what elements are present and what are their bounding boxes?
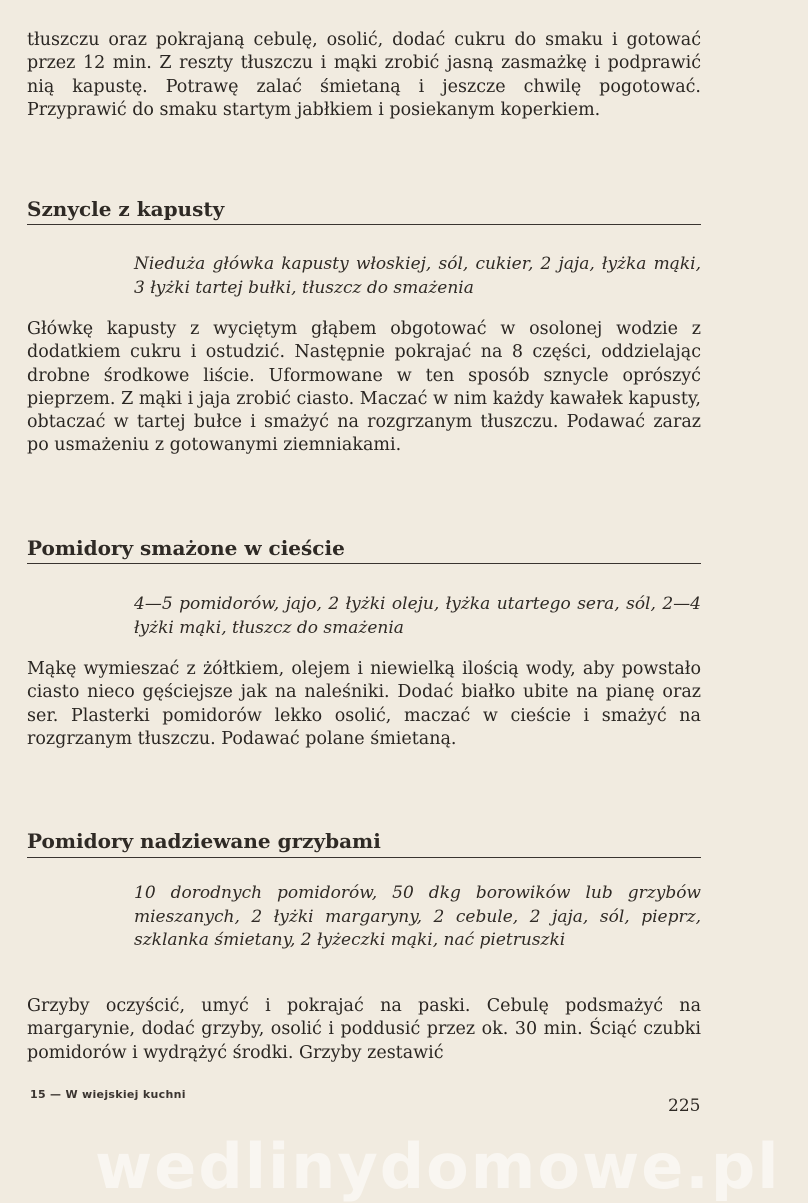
recipe-instructions-pomidory-smazone: Mąkę wymieszać z żółtkiem, olejem i niewielką ilością wody, aby powstało ciasto nieco gęściejsze jak na naleśniki. Dodać białko ubite na pianę oraz ser. Plasterki pomidorów lekko osolić, maczać w cieście i smażyć na rozgrzanym tłuszczu. Podawać polane śmietaną. <box>27 659 701 749</box>
recipe-ingredients-pomidory-smazone: 4—5 pomidorów, jajo, 2 łyżki oleju, łyżka utartego sera, sól, 2—4 łyżki mąki, tłuszcz do smażenia <box>134 594 701 638</box>
intro-paragraph: tłuszczu oraz pokrajaną cebulę, osolić, dodać cukru do smaku i gotować przez 12 min. Z reszty tłuszczu i mąki zrobić jasną zasmażkę i podprawić nią kapustę. Potrawę zalać śmietaną i jeszcze chwilę pogotować. Przyprawić do smaku startym jabłkiem i posiekanym koperkiem. <box>27 30 701 120</box>
recipe-title-pomidory-nadziewane: Pomidory nadziewane grzybami <box>27 829 381 853</box>
heading-rule <box>27 224 701 225</box>
recipe-instructions-pomidory-nadziewane: Grzyby oczyścić, umyć i pokrajać na paski. Cebulę podsmażyć na margarynie, dodać grzyby, osolić i poddusić przez ok. 30 min. Ściąć czubki pomidorów i wydrążyć środki. Grzyby zestawić <box>27 996 701 1063</box>
recipe-title-sznycle: Sznycle z kapusty <box>27 197 225 221</box>
heading-rule <box>27 857 701 858</box>
page-number: 225 <box>668 1096 701 1116</box>
recipe-ingredients-sznycle: Nieduża główka kapusty włoskiej, sól, cukier, 2 jaja, łyżka mąki, 3 łyżki tartej bułki, tłuszcz do smażenia <box>134 254 701 298</box>
recipe-instructions-sznycle: Główkę kapusty z wyciętym głąbem obgotować w osolonej wodzie z dodatkiem cukru i ostudzić. Następnie pokrajać na 8 części, oddzielając drobne środkowe liście. Uformowane w ten sposób sznycle oprószyć pieprzem. Z mąki i jaja zrobić ciasto. Maczać w nim każdy kawałek kapusty, obtaczać w tartej bułce i smażyć na rozgrzanym tłuszczu. Podawać zaraz po usmażeniu z gotowanymi ziemniakami. <box>27 319 701 456</box>
footer-signature: 15 — W wiejskiej kuchni <box>30 1088 186 1101</box>
recipe-title-pomidory-smazone: Pomidory smażone w cieście <box>27 536 345 560</box>
heading-rule <box>27 563 701 564</box>
watermark: wedlinydomowe.pl <box>95 1130 781 1203</box>
recipe-ingredients-pomidory-nadziewane: 10 dorodnych pomidorów, 50 dkg borowików lub grzybów mieszanych, 2 łyżki margaryny, 2 cebule, 2 jaja, sól, pieprz, szklanka śmietany, 2 łyżeczki mąki, nać pietruszki <box>134 883 701 950</box>
